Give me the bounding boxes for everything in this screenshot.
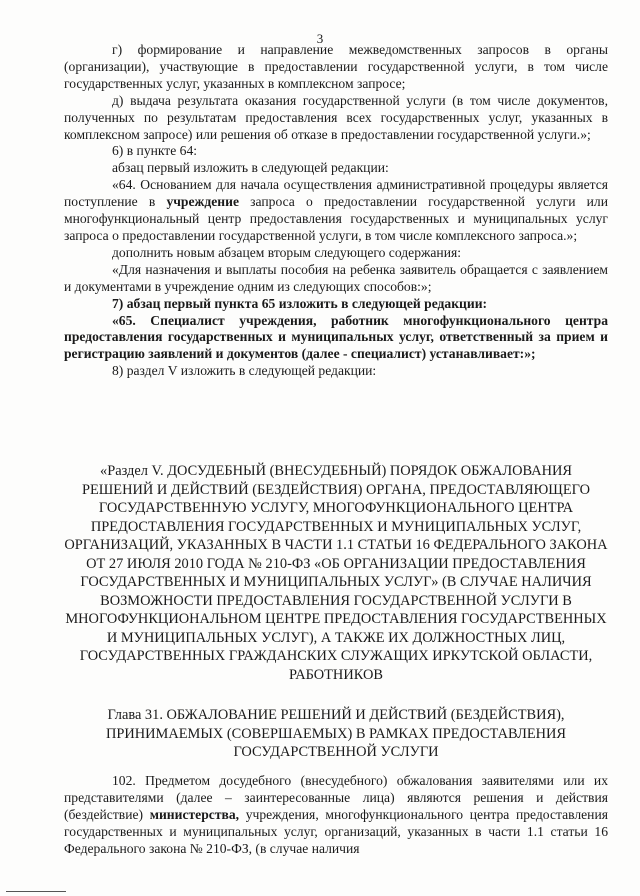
page-number: 3 — [316, 31, 324, 46]
scan-edge-line — [6, 891, 66, 892]
paragraph-64-start: «64. Основанием для начала осуществления административной процедуры является поступление в — [64, 177, 608, 210]
paragraph-102-bold: министерства, — [149, 806, 240, 822]
section-title: «Раздел V. ДОСУДЕБНЫЙ (ВНЕСУДЕБНЫЙ) ПОРЯДОК ОБЖАЛОВАНИЯ РЕШЕНИЙ И ДЕЙСТВИЙ (БЕЗДЕЙСТВИЯ) ОРГАНА, ПРЕДОСТАВЛЯЮЩЕГО ГОСУДАРСТВЕННУЮ УСЛУГУ, МНОГОФУНКЦИОНАЛЬНОГО ЦЕНТРА ПРЕДОСТАВЛЕНИЯ ГОСУДАРСТВЕННЫХ И МУНИЦИПАЛЬНЫХ УСЛУГ, ОРГАНИЗАЦИЙ, УКАЗАННЫХ В ЧАСТИ 1.1 СТАТЬИ 16 ФЕДЕРАЛЬНОГО ЗАКОНА ОТ 27 ИЮЛЯ 2010 ГОДА № 210-ФЗ «ОБ ОРГАНИЗАЦИИ ПРЕДОСТАВЛЕНИЯ ГОСУДАРСТВЕННЫХ И МУНИЦИПАЛЬНЫХ УСЛУГ» (В СЛУЧАЕ НАЛИЧИЯ ВОЗМОЖНОСТИ ПРЕДОСТАВЛЕНИЯ ГОСУДАРСТВЕННОЙ УСЛУГИ В МНОГОФУНКЦИОНАЛЬНОМ ЦЕНТРЕ ПРЕДОСТАВЛЕНИЯ ГОСУДАРСТВЕННЫХ И МУНИЦИПАЛЬНЫХ УСЛУГ), А ТАКЖЕ ИХ ДОЛЖНОСТНЫХ ЛИЦ, ГОСУДАРСТВЕННЫХ ГРАЖДАНСКИХ СЛУЖАЩИХ ИРКУТСКОЙ ОБЛАСТИ, РАБОТНИКОВ — [64, 463, 608, 683]
paragraph-102-start: 102. Предметом досудебного (внесудебного) обжалования заявителями или их представителями (далее – заинтересованные лица) являются решения и действия (бездействие) — [64, 773, 608, 822]
paragraph-d: д) выдача результата оказания государственной услуги (в том числе документов, полученных по результатам предоставления всех государственных услуг, указанных в комплексном запросе) или решения об отказе в предоставлении государственной услуги.»; — [64, 92, 608, 142]
paragraph-item-7: 7) абзац первый пункта 65 изложить в следующей редакции: — [112, 295, 488, 311]
chapter-title: Глава 31. ОБЖАЛОВАНИЕ РЕШЕНИЙ И ДЕЙСТВИЙ (БЕЗДЕЙСТВИЯ), ПРИНИМАЕМЫХ (СОВЕРШАЕМЫХ) В РАМКАХ ПРЕДОСТАВЛЕНИЯ ГОСУДАРСТВЕННОЙ УСЛУГИ — [105, 707, 567, 760]
paragraph-64 — [64, 177, 608, 245]
paragraph-first-abzac: абзац первый изложить в следующей редакции: — [112, 160, 389, 176]
paragraph-add-abzac: дополнить новым абзацем вторым следующего содержания: — [112, 244, 461, 260]
paragraph-64-bold: учреждение — [166, 194, 239, 210]
paragraph-item-6: 6) в пункте 64: — [112, 143, 198, 159]
paragraph-item-8: 8) раздел V изложить в следующей редакции: — [112, 363, 377, 379]
paragraph-quote-benefit: «Для назначения и выплаты пособия на ребенка заявитель обращается с заявлением и документами в учреждение одним из следующих способов:»; — [64, 261, 608, 294]
body-text-bottom — [64, 773, 608, 858]
paragraph-65: «65. Специалист учреждения, работник многофункционального центра предоставления государственных и муниципальных услуг, ответственный за прием и регистрацию заявлений и документов (далее - специалист) устанавливает:»; — [64, 312, 608, 362]
paragraph-102 — [64, 773, 608, 858]
paragraph-g: г) формирование и направление межведомственных запросов в органы (организации), участвующие в предоставлении государственной услуги, в том числе государственных услуг, указанных в комплексном запросе; — [64, 42, 608, 91]
paragraph-102-end: учреждения, многофункционального центра предоставления государственных и муниципальных услуг, организаций, указанных в части 1.1 статьи 16 Федерального закона № 210-ФЗ, (в случае наличия — [64, 806, 608, 856]
paragraph-64-end: запроса о предоставлении государственной услуги или многофункциональный центр предоставления государственных и муниципальных услуг запроса о предоставлении государственной услуги, в том числе комплексного запроса.»; — [64, 194, 608, 243]
body-text-top — [64, 42, 608, 380]
